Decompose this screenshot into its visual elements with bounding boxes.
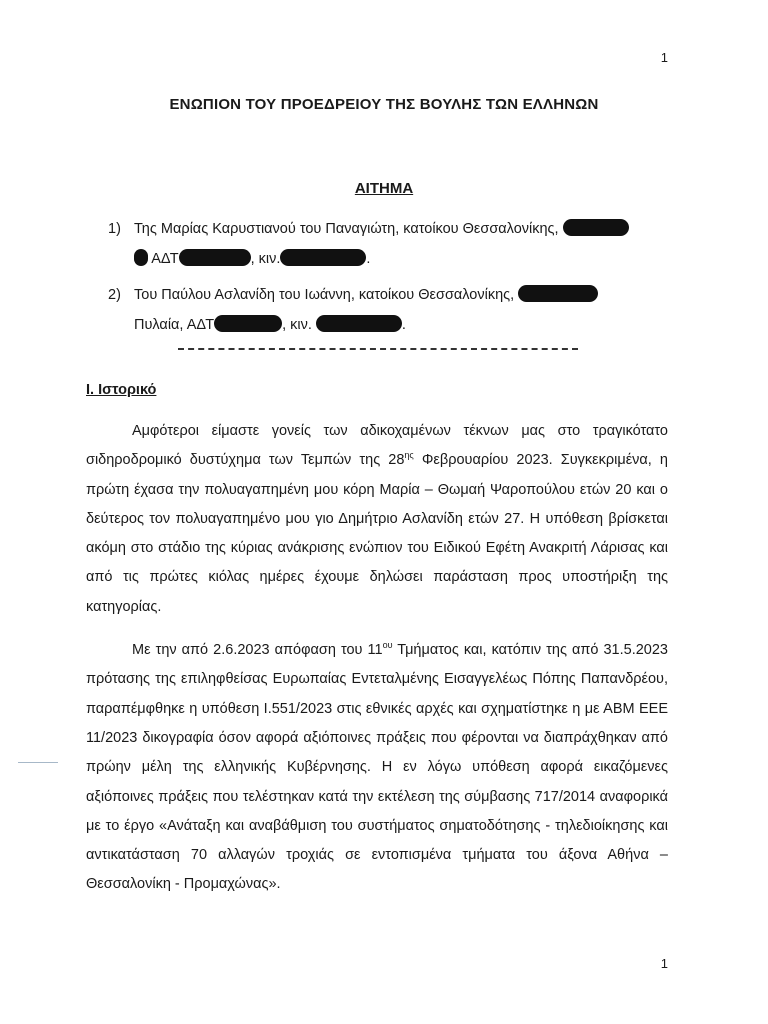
list-number: 2) [108, 287, 121, 303]
margin-mark [18, 762, 58, 763]
page-number-top: 1 [660, 50, 668, 65]
redaction-block [316, 315, 402, 332]
redaction-block [280, 249, 366, 266]
phone-label: κιν. [290, 317, 312, 333]
paragraph: Με την από 2.6.2023 απόφαση του $11^{o\upsilon}$ Τμήματος και, κατόπιν της από 31.5.2023 πρότασης της επιληφθείσας Ευρωπαίας Εντεταλμένης Εισαγγελέως Πόπης Παπανδρέου, παραπέμφθηκε η υπόθεση Ι.551/2023 στις εθνικές αρχές και σχηματίστηκε η με ΑΒΜ ΕΕΕ 11/2023 δικογραφία όσον αφορά αξιόποινες πράξεις που φέρονται να διαπράχθηκαν από πρώην μέλη της ελληνικής Κυβέρνησης. Η εν λόγω υπόθεση αφορά εικαζόμενες αξιόποινες πράξεις που τελέστηκαν κατά την εκτέλεση της σύμβασης 717/2014 αναφορικά με το έργο «Ανάταξη και αναβάθμιση του συστήματος σηματοδότησης - τηλεδιοίκησης και αντικατάσταση 70 αλλαγών τροχιάς σε εντοπισμένα τμήματα του άξονα Αθήνα – Θεσσαλονίκη - Προμαχώνας». [86, 640, 668, 893]
petitioner-item-2: 2) Του Παύλου Ασλανίδη του Ιωάννη, κατοίκου Θεσσαλονίκης, Πυλαία, ΑΔΤ , κιν. . [108, 280, 668, 340]
page-number-bottom: 1 [660, 956, 668, 971]
document-heading: ΕΝΩΠΙΟΝ ΤΟΥ ΠΡΟΕΔΡΕΙΟΥ ΤΗΣ ΒΟΥΛΗΣ ΤΩΝ ΕΛΛΗΝΩΝ [169, 96, 599, 113]
redaction-block [518, 285, 598, 302]
document-subheading: ΑΙΤΗΜΑ [354, 180, 414, 197]
body-text [86, 417, 668, 900]
petitioner-text: Της Μαρίας Καρυστιανού του Παναγιώτη, κατοίκου Θεσσαλονίκης, [134, 221, 559, 237]
paragraph: Αμφότεροι είμαστε γονείς των αδικοχαμένων τέκνων μας στο τραγικότατο σιδηροδρομικό δυστύχημα των Τεμπών της $28^{\eta\varsigma}$ Φεβρουαρίου 2023. Συγκεκριμένα, η πρώτη έχασα την πολυαγαπημένη μου κόρη Μαρία – Θωμαή Ψαροπούλου ετών 20 και ο δεύτερος τον πολυαγαπημένο μου γιο Δημήτριο Ασλανίδη ετών 27. Η υπόθεση βρίσκεται ακόμη στο στάδιο της κύριας ανάκρισης ενώπιον του Ειδικού Εφέτη Ανακριτή Λάρισας και από τις πρώτες κιόλας ημέρες έχουμε δηλώσει παράσταση προς υποστήριξη της κατηγορίας. [86, 423, 668, 615]
redaction-block [134, 249, 148, 266]
id-label: ΑΔΤ [186, 317, 215, 333]
redaction-block [563, 219, 629, 236]
id-label: ΑΔΤ [151, 251, 179, 267]
petitioner-text: Του Παύλου Ασλανίδη του Ιωάννη, κατοίκου Θεσσαλονίκης, [134, 287, 515, 303]
redaction-block [179, 249, 251, 266]
section-title: Ι. Ιστορικό [86, 382, 157, 398]
redaction-block [214, 315, 282, 332]
petitioners-list [108, 214, 668, 340]
place-text: Πυλαία, [134, 317, 184, 333]
dashed-separator [178, 348, 578, 350]
phone-label: κιν. [258, 251, 281, 267]
petitioner-item-1: 1) Της Μαρίας Καρυστιανού του Παναγιώτη, κατοίκου Θεσσαλονίκης, ΑΔΤ , κιν. . [108, 214, 668, 274]
list-number: 1) [108, 221, 121, 237]
